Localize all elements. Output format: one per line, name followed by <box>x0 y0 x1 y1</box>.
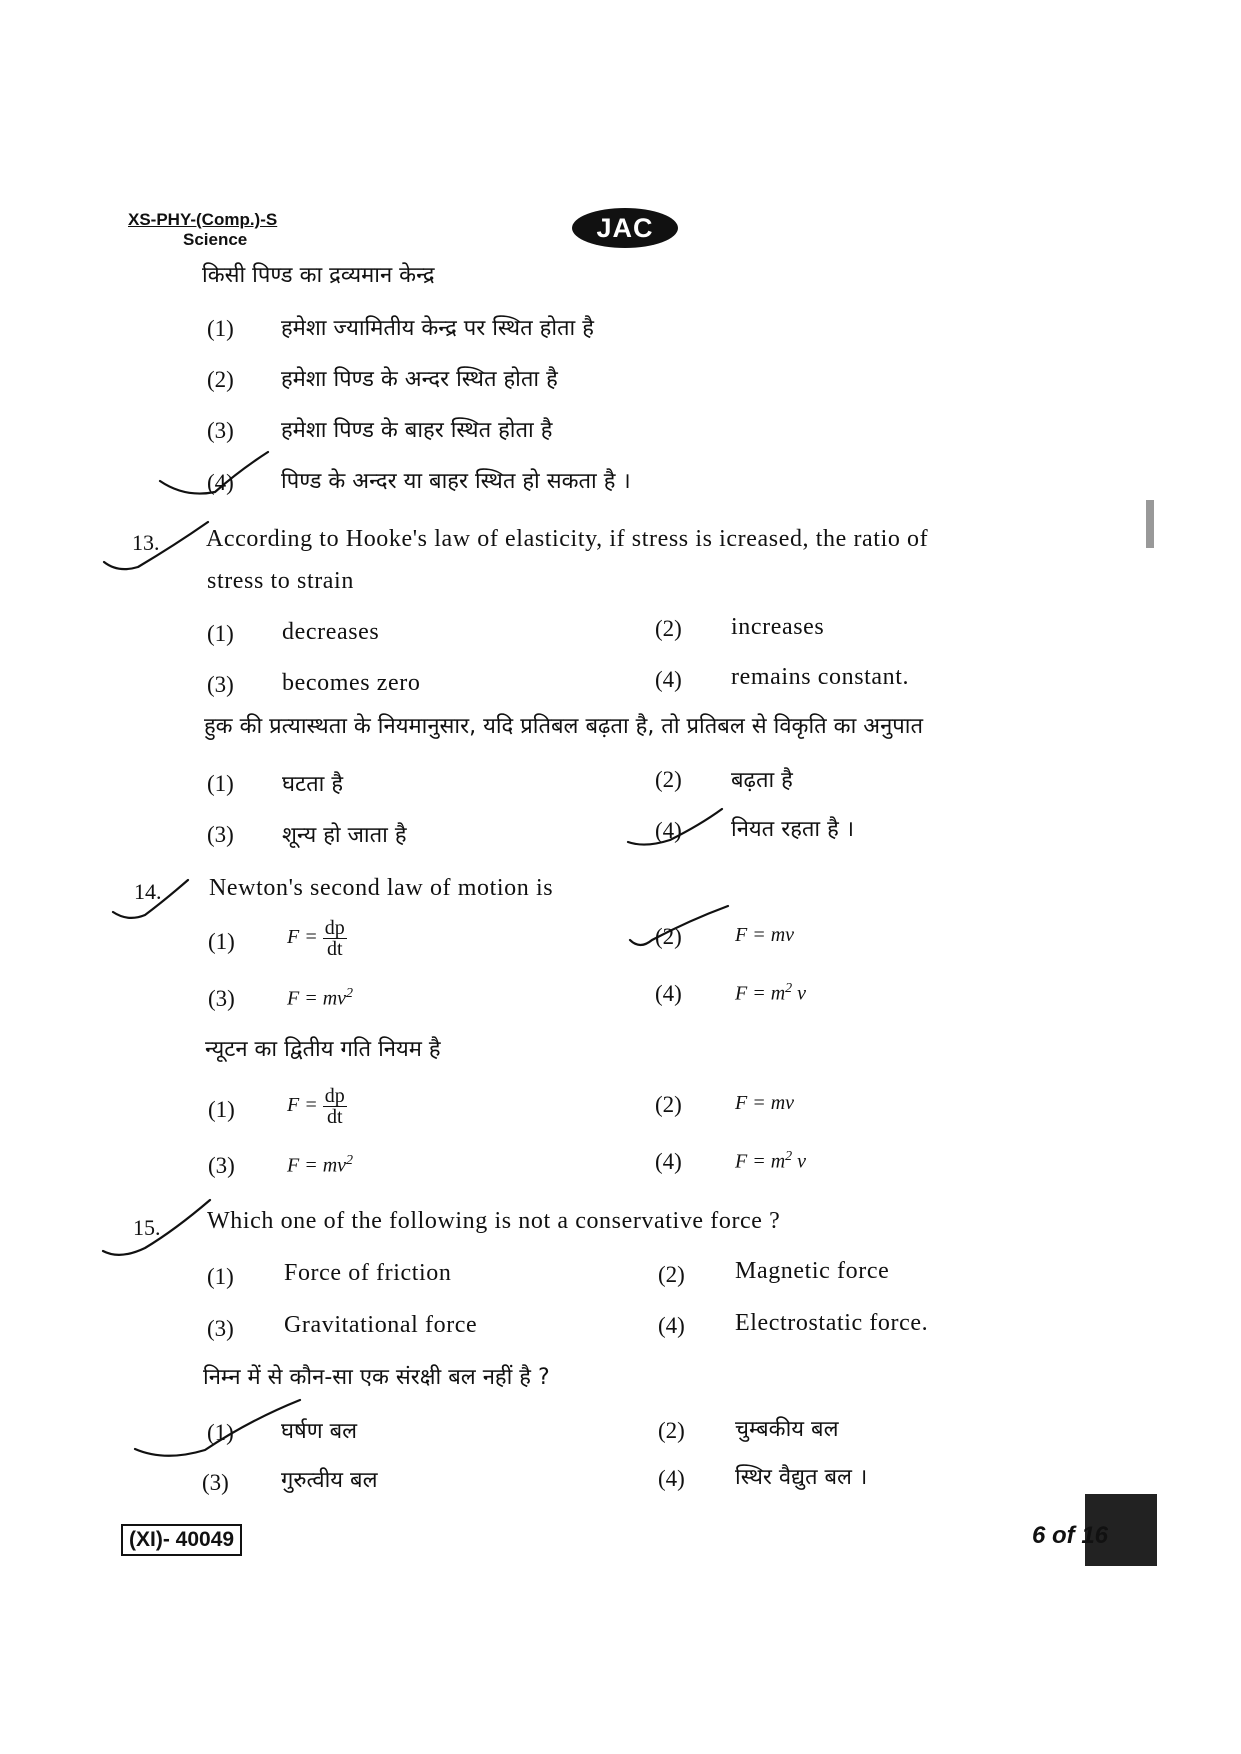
q14-formula-mv2: $F = mv^2$ <box>287 986 354 1010</box>
q13-number: 13. <box>132 530 160 555</box>
q12-option-num: (1) <box>207 316 234 341</box>
q15-option-num: (1) <box>207 1264 234 1289</box>
q14-hindi-option-num: (4) <box>655 1149 682 1174</box>
q12-option-num: (3) <box>207 418 234 443</box>
q14-option-num: (2) <box>655 924 682 949</box>
q13-stem-line2: stress to strain <box>207 568 354 594</box>
q13-hindi-option-num: (1) <box>207 771 234 796</box>
q15-hindi-option-num: (1) <box>207 1420 234 1445</box>
q15-hindi-option-num: (2) <box>658 1418 685 1443</box>
q12-option-text: हमेशा पिण्ड के अन्दर स्थित होता है <box>281 367 558 392</box>
frac-denominator: dt <box>326 1106 343 1128</box>
frac-denominator: dt <box>326 938 343 960</box>
q14-hindi-option-num: (3) <box>208 1153 235 1178</box>
q15-number: 15. <box>133 1215 161 1240</box>
q12-option-text: हमेशा पिण्ड के बाहर स्थित होता है <box>281 418 553 443</box>
q14-stem: Newton's second law of motion is <box>209 875 554 901</box>
q14-hindi-formula-mv: F = mv <box>735 1092 795 1114</box>
q15-option-text: Electrostatic force. <box>735 1310 929 1336</box>
q14-hindi-formula-dp-dt: F = $\frac{dp}{dt}$ <box>287 1085 345 1128</box>
q14-formula-m2v: $F = m^2$ v <box>735 981 807 1005</box>
q14-option-num: (1) <box>208 929 235 954</box>
q15-hindi-option-text: चुम्बकीय बल <box>735 1417 839 1442</box>
q14-hindi-stem: न्यूटन का द्वितीय गति नियम है <box>205 1037 441 1062</box>
q13-hindi-stem: हुक की प्रत्यास्थता के नियमानुसार, यदि प्रतिबल बढ़ता है, तो प्रतिबल से विकृति का अनुपात <box>204 714 924 739</box>
q14-formula-dp-dt: F = $\frac{dp}{dt}$ <box>287 917 345 960</box>
q13-option-num: (4) <box>655 667 682 692</box>
q15-option-num: (4) <box>658 1313 685 1338</box>
q13-hindi-option-text: बढ़ता है <box>731 768 793 793</box>
subject-label: Science <box>183 230 248 249</box>
q12-hindi-stem: किसी पिण्ड का द्रव्यमान केन्द्र <box>202 263 435 288</box>
q13-option-num: (3) <box>207 672 234 697</box>
q15-option-num: (3) <box>207 1316 234 1341</box>
q12-option-num: (2) <box>207 367 234 392</box>
q14-hindi-option-num: (2) <box>655 1092 682 1117</box>
frac-numerator: dp <box>324 917 345 939</box>
q13-option-num: (2) <box>655 616 682 641</box>
q15-stem: Which one of the following is not a conservative force ? <box>207 1208 781 1234</box>
q13-hindi-option-text: नियत रहता है । <box>731 817 855 842</box>
q13-option-text: becomes zero <box>282 670 421 696</box>
q15-option-num: (2) <box>658 1262 685 1287</box>
exam-code: (XI)- 40049 <box>121 1524 242 1556</box>
q13-hindi-option-num: (2) <box>655 767 682 792</box>
q15-option-text: Magnetic force <box>735 1258 890 1284</box>
q15-option-text: Force of friction <box>284 1260 452 1286</box>
q14-formula-mv: F = mv <box>735 924 795 946</box>
frac-numerator: dp <box>324 1085 345 1107</box>
q15-hindi-option-text: गुरुत्वीय बल <box>281 1468 378 1493</box>
q15-hindi-stem: निम्न में से कौन-सा एक संरक्षी बल नहीं है ? <box>203 1365 550 1390</box>
q13-hindi-option-num: (4) <box>655 818 682 843</box>
q14-option-num: (3) <box>208 986 235 1011</box>
q15-option-text: Gravitational force <box>284 1312 478 1338</box>
jac-logo: JAC <box>572 208 678 248</box>
q13-hindi-option-text: घटता है <box>282 772 344 797</box>
q13-stem-line1: According to Hooke's law of elasticity, if stress is icreased, the ratio of <box>206 526 929 552</box>
q13-hindi-option-num: (3) <box>207 822 234 847</box>
scan-artifact <box>1146 500 1154 548</box>
q13-option-text: decreases <box>282 619 380 645</box>
q15-hindi-option-num: (4) <box>658 1466 685 1491</box>
q14-hindi-formula-m2v: $F = m^2$ v <box>735 1149 807 1173</box>
paper-code: XS-PHY-(Comp.)-S <box>128 210 278 229</box>
q13-option-text: increases <box>731 614 825 640</box>
page-number: 6 of 16 <box>1032 1522 1109 1549</box>
q14-option-num: (4) <box>655 981 682 1006</box>
q13-option-num: (1) <box>207 621 234 646</box>
q15-hindi-option-text: स्थिर वैद्युत बल । <box>735 1465 868 1490</box>
q13-hindi-option-text: शून्य हो जाता है <box>282 823 407 848</box>
q12-option-num: (4) <box>207 470 234 495</box>
q15-hindi-option-num: (3) <box>202 1470 229 1495</box>
q14-hindi-option-num: (1) <box>208 1097 235 1122</box>
q12-option-text: हमेशा ज्यामितीय केन्द्र पर स्थित होता है <box>281 316 594 341</box>
q14-number: 14. <box>134 879 162 904</box>
q15-hindi-option-text: घर्षण बल <box>281 1419 358 1444</box>
q14-hindi-formula-mv2: $F = mv^2$ <box>287 1153 354 1177</box>
q12-option-text: पिण्ड के अन्दर या बाहर स्थित हो सकता है । <box>281 469 631 494</box>
q13-option-text: remains constant. <box>731 664 910 690</box>
